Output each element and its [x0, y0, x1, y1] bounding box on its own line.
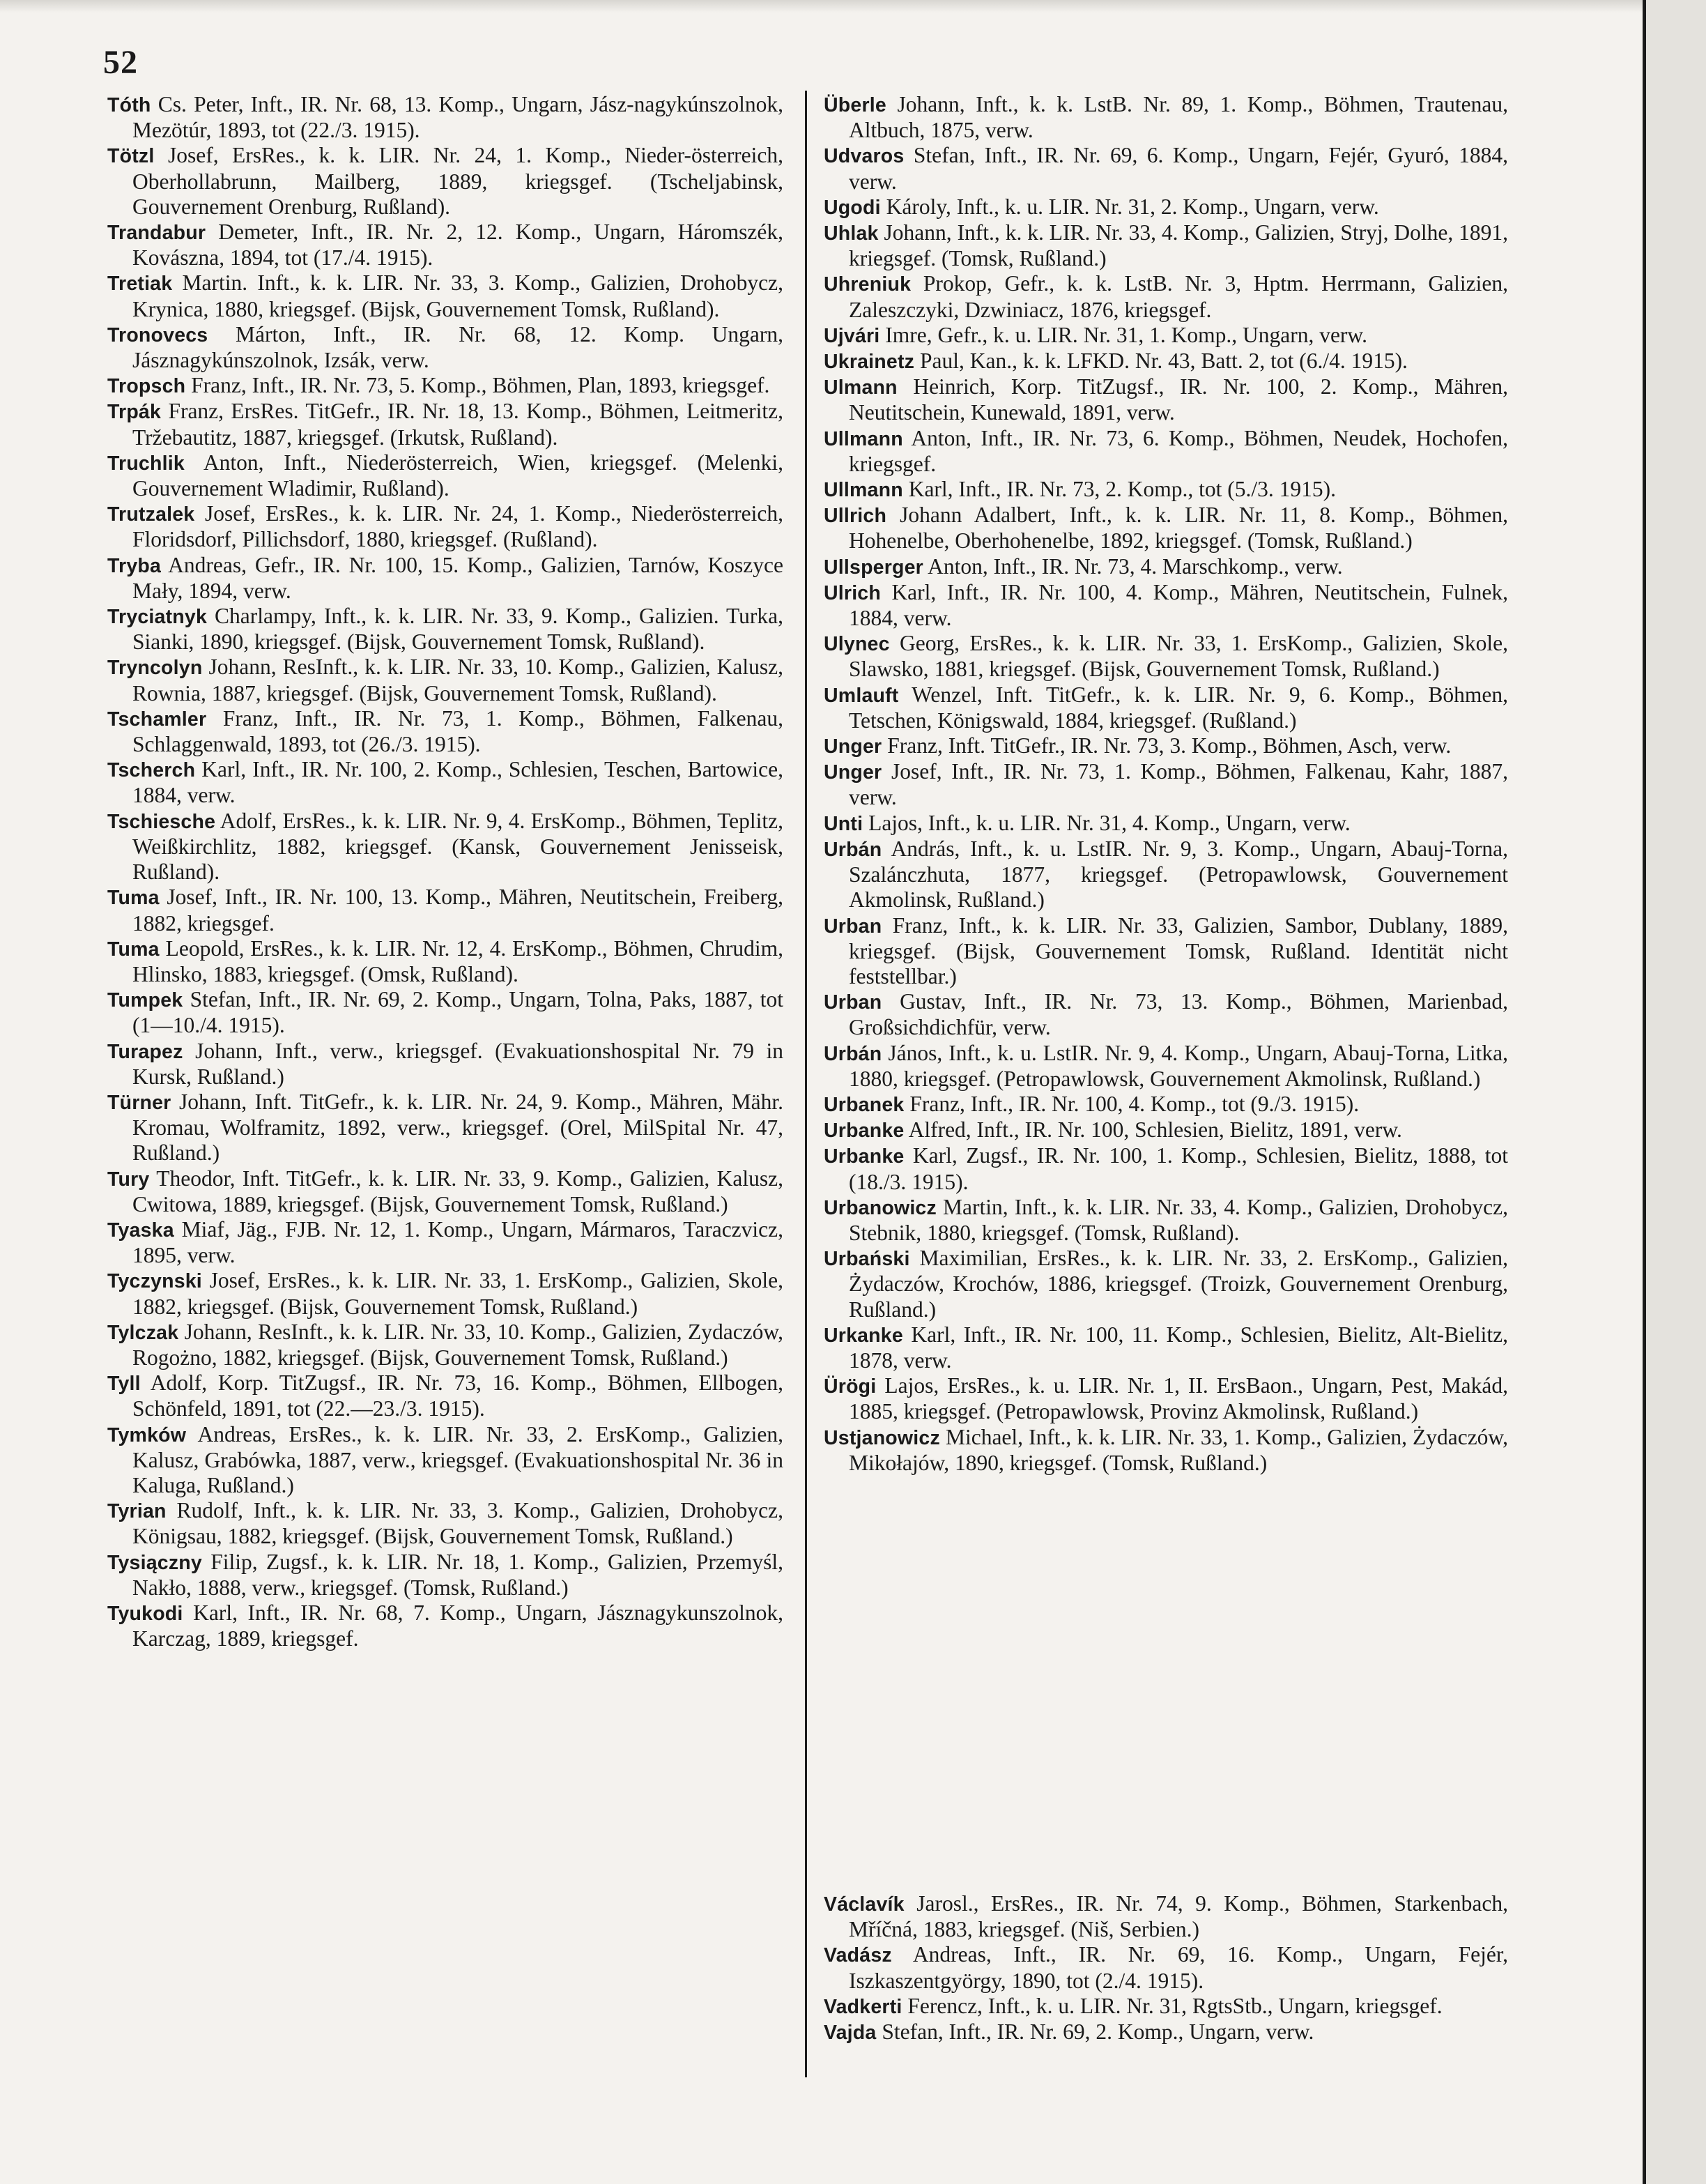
entry-details: Ferencz, Inft., k. u. LIR. Nr. 31, RgtsStb., Ungarn, kriegsgef.: [907, 1993, 1443, 2018]
entry-surname: Turapez: [107, 1040, 183, 1063]
right-column-v-section: [824, 1891, 1508, 2045]
entry-details: Gustav, Inft., IR. Nr. 73, 13. Komp., Böhmen, Marienbad, Großsichdichfür, verw.: [849, 989, 1508, 1040]
list-entry: [107, 936, 783, 987]
list-entry: [107, 1422, 783, 1499]
entry-surname: Tronovecs: [107, 323, 208, 346]
list-entry: [107, 501, 783, 552]
entry-surname: Urbanke: [824, 1145, 905, 1168]
entry-details: Franz, Inft., k. k. LIR. Nr. 33, Galizien, Sambor, Dublany, 1889, kriegsgef. (Bijsk, Gouvernement Tomsk, Rußland. Identität nicht feststellbar.): [849, 912, 1509, 988]
list-entry: [107, 1320, 783, 1370]
entry-surname: Urbanowicz: [824, 1196, 937, 1219]
entry-surname: Václavík: [824, 1893, 905, 1916]
entry-details: Franz, Inft., IR. Nr. 73, 5. Komp., Böhmen, Plan, 1893, kriegsgef.: [191, 373, 770, 398]
entry-details: Karl, Inft., IR. Nr. 73, 2. Komp., tot (5./3. 1915).: [908, 477, 1337, 502]
entry-details: Adolf, ErsRes., k. k. LIR. Nr. 9, 4. ErsKomp., Böhmen, Teplitz, Weißkirchlitz, 1882, kriegsgef. (Kansk, Gouvernement Jenisseisk, Rußland).: [132, 808, 783, 885]
entry-surname: Urbański: [824, 1248, 910, 1271]
entry-details: Josef, ErsRes., k. k. LIR. Nr. 24, 1. Komp., Nieder-österreich, Oberhollabrunn, Mailberg, 1889, kriegsgef. (Tscheljabinsk, Gouvernement Orenburg, Rußland).: [132, 143, 784, 219]
entry-surname: Ullmann: [824, 427, 903, 450]
entry-details: Cs. Peter, Inft., IR. Nr. 68, 13. Komp., Ungarn, Jász-nagykúnszolnok, Mezötúr, 1893, tot (22./3. 1915).: [132, 92, 784, 143]
entry-surname: Uhreniuk: [824, 273, 912, 296]
entry-surname: Unger: [824, 735, 882, 758]
entry-surname: Trandabur: [107, 222, 206, 245]
entry-details: Johann Adalbert, Inft., k. k. LIR. Nr. 11, 8. Komp., Böhmen, Hohenelbe, Oberhohenelbe, 1892, kriegsgef. (Tomsk, Rußland.): [849, 503, 1508, 553]
entry-surname: Tryba: [107, 554, 162, 577]
list-entry: [107, 1039, 783, 1090]
list-entry: [824, 682, 1508, 733]
entry-surname: Ujvári: [824, 324, 880, 347]
list-entry: [107, 655, 783, 705]
entry-details: Maximilian, ErsRes., k. k. LIR. Nr. 33, 2. ErsKomp., Galizien, Żydaczów, Krochów, 1886, kriegsgef. (Troizk, Gouvernement Orenburg, Rußland.): [849, 1246, 1509, 1322]
list-entry: [824, 1143, 1508, 1194]
list-entry: [107, 1090, 783, 1166]
list-entry: [107, 373, 783, 399]
entry-surname: Umlauft: [824, 684, 899, 707]
entry-details: András, Inft., k. u. LstIR. Nr. 9, 3. Komp., Ungarn, Abauj-Torna, Szalánczhuta, 1877, kriegsgef. (Petropawlowsk, Gouvernement Akmolinsk, Rußland.): [849, 836, 1508, 912]
entry-surname: Unger: [824, 761, 882, 784]
page-number: 52: [103, 44, 138, 81]
entry-surname: Tretiak: [107, 273, 173, 296]
list-entry: [107, 322, 783, 373]
scan-margin-shade: [1646, 0, 1706, 2184]
entry-surname: Urkanke: [824, 1324, 903, 1347]
entry-details: Márton, Inft., IR. Nr. 68, 12. Komp. Ungarn, Jásznagykúnszolnok, Izsák, verw.: [132, 321, 783, 373]
list-entry: [824, 349, 1508, 374]
entry-details: Adolf, Korp. TitZugsf., IR. Nr. 73, 16. Komp., Böhmen, Ellbogen, Schönfeld, 1891, tot (22.—23./3. 1915).: [132, 1370, 783, 1421]
entry-details: Leopold, ErsRes., k. k. LIR. Nr. 12, 4. ErsKomp., Böhmen, Chrudim, Hlinsko, 1883, kriegsgef. (Omsk, Rußland).: [132, 936, 783, 986]
entry-details: Károly, Inft., k. u. LIR. Nr. 31, 2. Komp., Ungarn, verw.: [886, 194, 1379, 219]
list-entry: [824, 1891, 1508, 1942]
entry-surname: Tymków: [107, 1423, 187, 1446]
entry-surname: Urban: [824, 991, 882, 1014]
entry-details: Johann, ResInft., k. k. LIR. Nr. 33, 10. Komp., Galizien, Kalusz, Rownia, 1887, kriegsgef. (Bijsk, Gouvernement Tomsk, Rußland).: [132, 655, 784, 705]
list-entry: [824, 989, 1508, 1040]
list-entry: [824, 374, 1508, 425]
entry-surname: Tropsch: [107, 375, 186, 398]
entry-surname: Tschiesche: [107, 810, 216, 833]
entry-details: Stefan, Inft., IR. Nr. 69, 2. Komp., Ungarn, verw.: [882, 2019, 1314, 2045]
entry-surname: Udvaros: [824, 145, 905, 168]
list-entry: [824, 1246, 1508, 1322]
entry-details: Josef, Inft., IR. Nr. 73, 1. Komp., Böhmen, Falkenau, Kahr, 1887, verw.: [849, 759, 1509, 810]
entry-surname: Vadász: [824, 1944, 892, 1967]
entry-surname: Tryciatnyk: [107, 606, 207, 629]
list-entry: [107, 1370, 783, 1421]
entry-details: Martin, Inft., k. k. LIR. Nr. 33, 4. Komp., Galizien, Drohobycz, Stebnik, 1880, kriegsgef. (Tomsk, Rußland).: [849, 1194, 1509, 1245]
entry-surname: Uhlak: [824, 222, 879, 245]
list-entry: [824, 503, 1508, 553]
entry-surname: Ulrich: [824, 581, 881, 604]
entry-surname: Tuma: [107, 887, 160, 910]
list-entry: [107, 1166, 783, 1217]
entry-details: Lajos, Inft., k. u. LIR. Nr. 31, 4. Komp., Ungarn, verw.: [868, 810, 1351, 835]
entry-details: Anton, Inft., Niederösterreich, Wien, kriegsgef. (Melenki, Gouvernement Wladimir, Rußland).: [132, 450, 784, 501]
list-entry: [824, 92, 1508, 143]
entry-details: Johann, Inft., k. k. LstB. Nr. 89, 1. Komp., Böhmen, Trautenau, Altbuch, 1875, verw.: [849, 92, 1508, 143]
entry-surname: Ullmann: [824, 479, 903, 502]
entry-details: Alfred, Inft., IR. Nr. 100, Schlesien, Bielitz, 1891, verw.: [908, 1117, 1402, 1143]
list-entry: [107, 92, 783, 143]
entry-details: Franz, Inft. TitGefr., IR. Nr. 73, 3. Komp., Böhmen, Asch, verw.: [887, 733, 1452, 758]
entry-surname: Türner: [107, 1091, 171, 1114]
entry-surname: Ugodi: [824, 196, 881, 219]
entry-surname: Urbanek: [824, 1093, 905, 1116]
list-entry: [824, 1373, 1508, 1424]
entry-details: Johann, Inft. TitGefr., k. k. LIR. Nr. 24, 9. Komp., Mähren, Mähr. Kromau, Wolframitz, 1892, verw., kriegsgef. (Orel, MilSpital Nr. 47, Rußland.): [132, 1089, 783, 1166]
entry-surname: Tötzl: [107, 145, 155, 168]
list-entry: [824, 1195, 1508, 1246]
entry-surname: Tumpek: [107, 989, 183, 1012]
list-entry: [824, 759, 1508, 810]
entry-details: Miaf, Jäg., FJB. Nr. 12, 1. Komp., Ungarn, Mármaros, Taraczvicz, 1895, verw.: [132, 1216, 784, 1268]
list-entry: [824, 1041, 1508, 1092]
right-column: [824, 92, 1508, 1476]
list-entry: [107, 1217, 783, 1268]
entry-details: Johann, Inft., k. k. LIR. Nr. 33, 4. Komp., Galizien, Stryj, Dolhe, 1891, kriegsgef. (Tomsk, Rußland.): [849, 220, 1509, 271]
entry-details: Josef, ErsRes., k. k. LIR. Nr. 24, 1. Komp., Niederösterreich, Floridsdorf, Pillichsdorf, 1880, kriegsgef. (Rußland).: [132, 501, 784, 552]
entry-surname: Tyaska: [107, 1219, 174, 1242]
list-entry: [107, 1601, 783, 1651]
scan-top-shade: [0, 0, 1646, 13]
entry-details: Wenzel, Inft. TitGefr., k. k. LIR. Nr. 9, 6. Komp., Böhmen, Tetschen, Königswald, 1884, kriegsgef. (Rußland.): [849, 682, 1508, 733]
list-entry: [824, 143, 1508, 194]
entry-surname: Vadkerti: [824, 1995, 902, 2018]
entry-details: Michael, Inft., k. k. LIR. Nr. 33, 1. Komp., Galizien, Żydaczów, Mikołajów, 1890, kriegsgef. (Tomsk, Rußland.): [849, 1424, 1509, 1475]
entry-surname: Tury: [107, 1168, 150, 1191]
entry-details: Heinrich, Korp. TitZugsf., IR. Nr. 100, 2. Komp., Mähren, Neutitschein, Kunewald, 1891, verw.: [849, 374, 1508, 425]
list-entry: [824, 220, 1508, 271]
entry-details: Karl, Inft., IR. Nr. 100, 4. Komp., Mähren, Neutitschein, Fulnek, 1884, verw.: [849, 579, 1508, 631]
entry-surname: Urbanke: [824, 1120, 905, 1143]
list-entry: [107, 1498, 783, 1549]
entry-details: Charlampy, Inft., k. k. LIR. Nr. 33, 9. Komp., Galizien. Turka, Sianki, 1890, kriegsgef. (Bijsk, Gouvernement Tomsk, Rußland).: [132, 604, 783, 655]
entry-surname: Urbán: [824, 838, 882, 861]
entry-surname: Ustjanowicz: [824, 1426, 940, 1449]
entry-surname: Tscherch: [107, 759, 196, 782]
entry-surname: Ullsperger: [824, 556, 923, 579]
entry-details: Karl, Inft., IR. Nr. 100, 11. Komp., Schlesien, Bielitz, Alt-Bielitz, 1878, verw.: [849, 1322, 1508, 1373]
list-entry: [107, 399, 783, 450]
entry-surname: Unti: [824, 812, 863, 835]
entry-details: Franz, ErsRes. TitGefr., IR. Nr. 18, 13. Komp., Böhmen, Leitmeritz, Tržebautitz, 1887, kriegsgef. (Irkutsk, Rußland).: [132, 399, 784, 450]
entry-details: Georg, ErsRes., k. k. LIR. Nr. 33, 1. ErsKomp., Galizien, Skole, Slawsko, 1881, kriegsgef. (Bijsk, Gouvernement Tomsk, Rußland.): [849, 631, 1508, 682]
entry-surname: Tuma: [107, 938, 160, 961]
entry-details: Josef, ErsRes., k. k. LIR. Nr. 33, 1. ErsKomp., Galizien, Skole, 1882, kriegsgef. (Bijsk, Gouvernement Tomsk, Rußland.): [132, 1268, 783, 1319]
entry-details: János, Inft., k. u. LstIR. Nr. 9, 4. Komp., Ungarn, Abauj-Torna, Litka, 1880, kriegsgef. (Petropawlowsk, Gouvernement Akmolinsk, Rußland.): [849, 1040, 1508, 1091]
list-entry: [824, 2019, 1508, 2045]
list-entry: [824, 271, 1508, 322]
entry-details: Andreas, Inft., IR. Nr. 69, 16. Komp., Ungarn, Fejér, Iszkaszentgyörgy, 1890, tot (2./4. 1915).: [849, 1942, 1509, 1993]
entry-surname: Tschamler: [107, 708, 207, 731]
list-entry: [107, 1268, 783, 1319]
entry-details: Stefan, Inft., IR. Nr. 69, 2. Komp., Ungarn, Tolna, Paks, 1887, tot (1—10./4. 1915).: [132, 987, 783, 1038]
list-entry: [824, 733, 1508, 759]
entry-details: Theodor, Inft. TitGefr., k. k. LIR. Nr. 33, 9. Komp., Galizien, Kalusz, Cwitowa, 1889, kriegsgef. (Bijsk, Gouvernement Tomsk, Rußland.): [132, 1166, 783, 1216]
list-entry: [824, 580, 1508, 631]
entry-details: Stefan, Inft., IR. Nr. 69, 6. Komp., Ungarn, Fejér, Gyuró, 1884, verw.: [849, 143, 1508, 194]
entry-details: Paul, Kan., k. k. LFKD. Nr. 43, Batt. 2, tot (6./4. 1915).: [919, 349, 1408, 374]
entry-details: Josef, Inft., IR. Nr. 100, 13. Komp., Mähren, Neutitschein, Freiberg, 1882, kriegsgef.: [132, 885, 784, 936]
list-entry: [107, 270, 783, 321]
entry-surname: Vajda: [824, 2022, 877, 2045]
entry-details: Andreas, Gefr., IR. Nr. 100, 15. Komp., Galizien, Tarnów, Koszyce Mały, 1894, verw.: [132, 552, 784, 603]
entry-details: Karl, Inft., IR. Nr. 68, 7. Komp., Ungarn, Jásznagykunszolnok, Karczag, 1889, kriegsgef.: [132, 1600, 784, 1651]
list-entry: [107, 604, 783, 655]
entry-surname: Tyrian: [107, 1500, 167, 1523]
entry-details: Franz, Inft., IR. Nr. 73, 1. Komp., Böhmen, Falkenau, Schlaggenwald, 1893, tot (26./3. 1915).: [132, 705, 783, 757]
list-entry: [824, 1942, 1508, 1993]
entry-details: Lajos, ErsRes., k. u. LIR. Nr. 1, II. ErsBaon., Ungarn, Pest, Makád, 1885, kriegsgef. (Petropawlowsk, Provinz Akmolinsk, Rußland.): [849, 1373, 1508, 1424]
entry-surname: Tryncolyn: [107, 657, 203, 680]
entry-surname: Ukrainetz: [824, 351, 915, 374]
entry-details: Jarosl., ErsRes., IR. Nr. 74, 9. Komp., Böhmen, Starkenbach, Mříčná, 1883, kriegsgef. (Niš, Serbien.): [849, 1891, 1508, 1942]
list-entry: [107, 450, 783, 501]
entry-surname: Überle: [824, 94, 886, 116]
list-entry: [107, 757, 783, 808]
scan-edge-line: [1643, 0, 1646, 2184]
entry-details: Franz, Inft., IR. Nr. 100, 4. Komp., tot (9./3. 1915).: [909, 1091, 1360, 1116]
list-entry: [824, 1117, 1508, 1143]
list-entry: [107, 1550, 783, 1601]
list-entry: [824, 631, 1508, 682]
list-entry: [107, 553, 783, 604]
entry-surname: Tyll: [107, 1373, 141, 1396]
entry-surname: Urbán: [824, 1042, 882, 1065]
entry-surname: Ürögi: [824, 1375, 877, 1398]
entry-details: Anton, Inft., IR. Nr. 73, 6. Komp., Böhmen, Neudek, Hochofen, kriegsgef.: [849, 425, 1508, 476]
list-entry: [824, 194, 1508, 220]
list-entry: [824, 1092, 1508, 1117]
list-entry: [824, 1425, 1508, 1476]
entry-details: Andreas, ErsRes., k. k. LIR. Nr. 33, 2. ErsKomp., Galizien, Kalusz, Grabówka, 1887, verw., kriegsgef. (Evakuationshospital Nr. 36 in Kaluga, Rußland.): [132, 1421, 783, 1497]
entry-surname: Urban: [824, 915, 882, 938]
entry-details: Karl, Zugsf., IR. Nr. 100, 1. Komp., Schlesien, Bielitz, 1888, tot (18./3. 1915).: [849, 1143, 1509, 1194]
entry-details: Demeter, Inft., IR. Nr. 2, 12. Komp., Ungarn, Háromszék, Kovászna, 1894, tot (17./4. 1915).: [132, 220, 783, 270]
entry-surname: Tyczynski: [107, 1270, 202, 1293]
list-entry: [824, 913, 1508, 990]
left-column: [107, 92, 783, 1651]
list-entry: [824, 426, 1508, 477]
entry-surname: Tysiączny: [107, 1551, 202, 1574]
entry-surname: Tóth: [107, 94, 151, 116]
list-entry: [107, 809, 783, 885]
list-entry: [107, 143, 783, 220]
list-entry: [107, 220, 783, 270]
list-entry: [824, 1994, 1508, 2019]
list-entry: [107, 706, 783, 757]
list-entry: [824, 477, 1508, 503]
entry-details: Johann, ResInft., k. k. LIR. Nr. 33, 10. Komp., Galizien, Zydaczów, Rogożno, 1882, kriegsgef. (Bijsk, Gouvernement Tomsk, Rußland.): [132, 1319, 783, 1370]
entry-details: Rudolf, Inft., k. k. LIR. Nr. 33, 3. Komp., Galizien, Drohobycz, Königsau, 1882, kriegsgef. (Bijsk, Gouvernement Tomsk, Rußland.): [132, 1498, 783, 1549]
list-entry: [824, 554, 1508, 580]
entry-surname: Trpák: [107, 401, 162, 424]
entry-surname: Ullrich: [824, 505, 887, 528]
entry-surname: Ulynec: [824, 633, 890, 656]
entry-surname: Tyukodi: [107, 1602, 183, 1625]
entry-details: Prokop, Gefr., k. k. LstB. Nr. 3, Hptm. Herrmann, Galizien, Zaleszczyki, Dzwiniacz, 1876, kriegsgef.: [849, 271, 1508, 322]
list-entry: [824, 323, 1508, 349]
entry-surname: Ulmann: [824, 376, 898, 399]
entry-details: Karl, Inft., IR. Nr. 100, 2. Komp., Schlesien, Teschen, Bartowice, 1884, verw.: [132, 757, 784, 808]
list-entry: [824, 1322, 1508, 1373]
entry-details: Johann, Inft., verw., kriegsgef. (Evakuationshospital Nr. 79 in Kursk, Rußland.): [132, 1038, 783, 1089]
entry-details: Anton, Inft., IR. Nr. 73, 4. Marschkomp., verw.: [928, 553, 1343, 579]
list-entry: [107, 987, 783, 1038]
entry-details: Martin. Inft., k. k. LIR. Nr. 33, 3. Komp., Galizien, Drohobycz, Krynica, 1880, kriegsgef. (Bijsk, Gouvernement Tomsk, Rußland).: [132, 270, 783, 321]
entry-details: Imre, Gefr., k. u. LIR. Nr. 31, 1. Komp., Ungarn, verw.: [885, 322, 1367, 347]
list-entry: [824, 811, 1508, 837]
entry-surname: Trutzalek: [107, 503, 195, 526]
column-divider: [805, 91, 807, 2077]
list-entry: [824, 837, 1508, 913]
entry-details: Filip, Zugsf., k. k. LIR. Nr. 18, 1. Komp., Galizien, Przemyśl, Nakło, 1888, verw., kriegsgef. (Tomsk, Rußland.): [132, 1549, 784, 1600]
list-entry: [107, 885, 783, 936]
entry-surname: Tylczak: [107, 1321, 179, 1344]
entry-surname: Truchlik: [107, 452, 185, 475]
